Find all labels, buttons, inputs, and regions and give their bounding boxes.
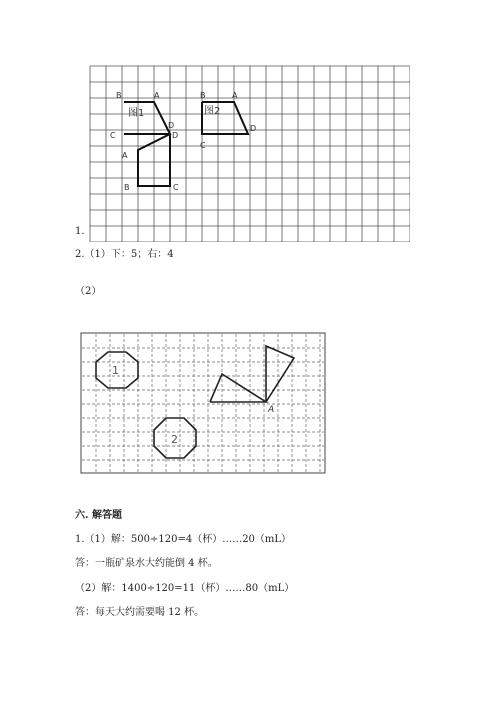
label-c2: C bbox=[173, 183, 179, 192]
label-figure-1: 图1 bbox=[128, 108, 145, 119]
label-b2: B bbox=[124, 183, 130, 192]
question-1-marker: 1. bbox=[75, 226, 85, 237]
label-a3: A bbox=[232, 91, 238, 100]
triangle-1 bbox=[210, 374, 266, 402]
answer-line-3: （2）解：1400÷120=11（杯）……80（mL） bbox=[75, 583, 295, 594]
label-d3: D bbox=[250, 124, 257, 133]
label-figure-2: 图2 bbox=[204, 106, 221, 117]
answer-line-4: 答：每天大约需要喝 12 杯。 bbox=[75, 607, 205, 618]
label-b3: B bbox=[200, 91, 206, 100]
label-c3: C bbox=[200, 141, 206, 150]
grid-figure-2 bbox=[80, 332, 326, 474]
label-a1: A bbox=[154, 91, 160, 100]
question-2-sub: （2） bbox=[75, 286, 102, 297]
answer-line-2: 答：一瓶矿泉水大约能倒 4 杯。 bbox=[75, 558, 218, 569]
label-a2: A bbox=[122, 151, 128, 160]
label-d4: D bbox=[172, 131, 179, 140]
octagon-2-label: 2 bbox=[171, 433, 178, 446]
grid-figure-1 bbox=[88, 64, 410, 242]
label-c1: C bbox=[110, 131, 116, 140]
answer-line-1: 1.（1）解：500÷120=4（杯）……20（mL） bbox=[75, 534, 292, 545]
section-title: 六. 解答题 bbox=[75, 510, 122, 521]
triangle-2 bbox=[266, 346, 294, 402]
label-d1: D bbox=[168, 121, 175, 130]
label-a: A bbox=[268, 405, 275, 415]
octagon-1-label: 1 bbox=[112, 364, 119, 377]
question-2-line: 2.（1）下：5；右：4 bbox=[75, 249, 174, 260]
label-b1: B bbox=[116, 91, 122, 100]
